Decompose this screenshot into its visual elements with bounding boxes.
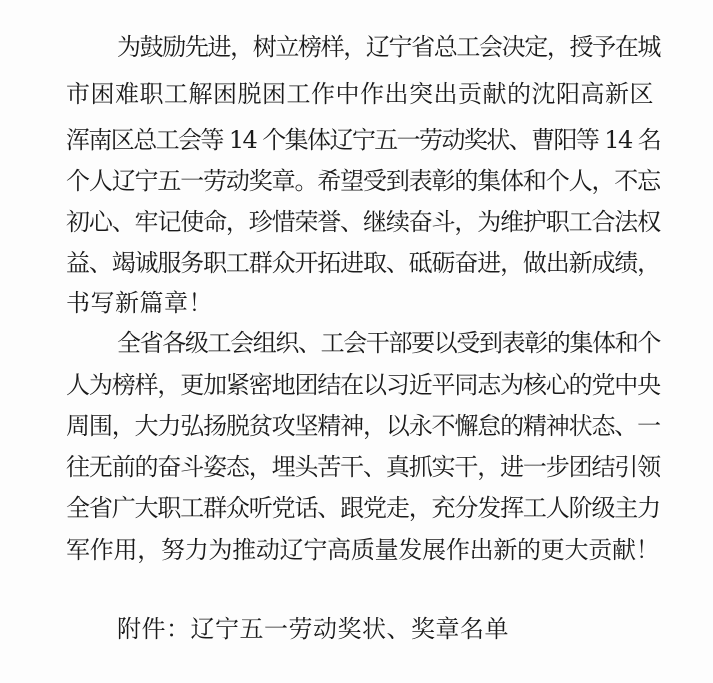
paragraph-2-line-2: 人为榜样，更加紧密地团结在以习近平同志为核心的党中央 [66,371,660,399]
paragraph-1-line-7: 书写新篇章！ [66,289,213,317]
paragraph-1-line-1: 为鼓励先进，树立榜样，辽宁省总工会决定，授予在城 [117,33,660,61]
paragraph-2-line-4: 往无前的奋斗姿态，埋头苦干、真抓实干，进一步团结引领 [66,453,660,481]
attachment-note: 附件：辽宁五一劳动奖状、奖章名单 [117,615,509,643]
paragraph-1-line-4: 个人辽宁五一劳动奖章。希望受到表彰的集体和个人，不忘 [66,167,660,195]
paragraph-2-line-6: 军作用，努力为推动辽宁高质量发展作出新的更大贡献！ [66,536,660,564]
paragraph-1-line-6: 益、竭诚服务职工群众开拓进取、砥砺奋进，做出新成绩， [66,249,660,277]
paragraph-1-line-5: 初心、牢记使命，珍惜荣誉、继续奋斗，为维护职工合法权 [66,208,660,236]
paragraph-2-line-5: 全省广大职工群众听党话、跟党走，充分发挥工人阶级主力 [66,494,660,522]
paragraph-2-line-3: 周围，大力弘扬脱贫攻坚精神，以永不懈怠的精神状态、一 [66,412,660,440]
paragraph-2-line-1: 全省各级工会组织、工会干部要以受到表彰的集体和个 [117,329,660,357]
paragraph-1-line-2: 市困难职工解困脱困工作中作出突出贡献的沈阳高新区 [66,80,654,108]
paragraph-1-line-3: 浑南区总工会等 14 个集体辽宁五一劳动奖状、曹阳等 14 名 [66,126,661,154]
